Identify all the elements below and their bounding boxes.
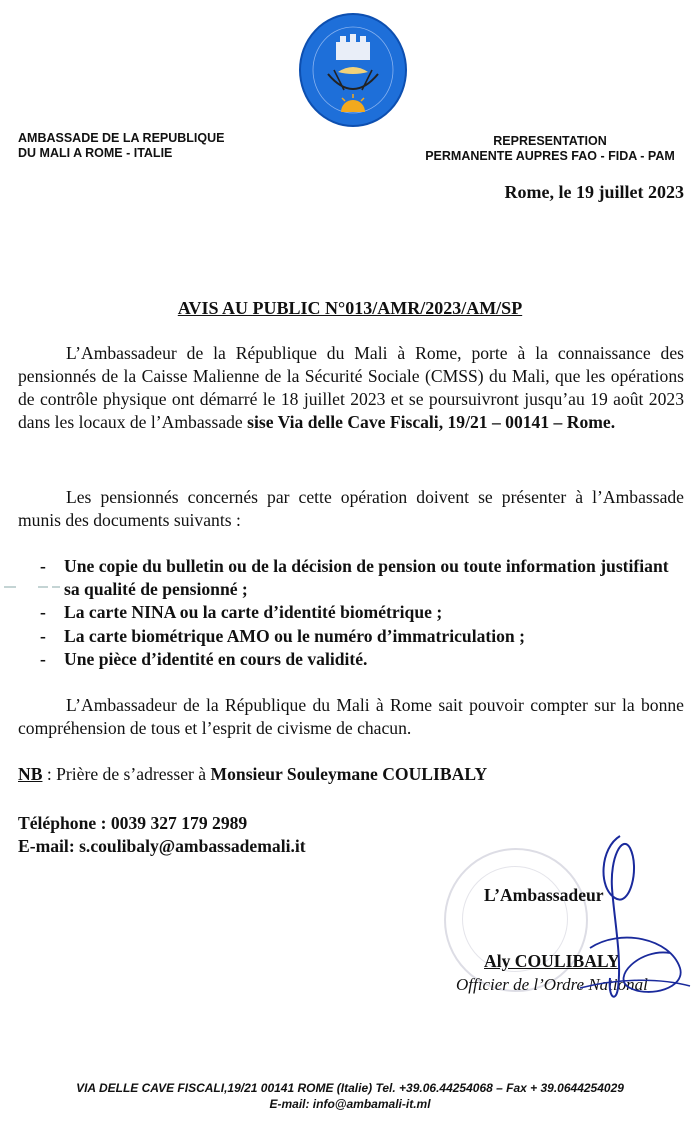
list-item-text: Une copie du bulletin ou de la décision de pension ou toute information justifiant sa qualité de pensionné ; (64, 556, 669, 600)
document-date: Rome, le 19 juillet 2023 (504, 182, 684, 202)
list-item-text: La carte biométrique AMO ou le numéro d’immatriculation ; (64, 625, 525, 646)
list-item (18, 601, 684, 624)
embassy-header-line1: AMBASSADE DE LA REPUBLIQUE (18, 131, 225, 145)
embassy-header-line2: DU MALI A ROME - ITALIE (18, 146, 173, 160)
bullet-marker: - (40, 625, 46, 646)
paragraph-intro-text: L’Ambassadeur de la République du Mali à Rome, porte à la connaissance des pensionnés de la Caisse Malienne de la Sécurité Sociale (CMSS) du Mali, que les opérations de contrôle physique ont démarré le 18 juillet 2023 et se poursuivront jusqu’au 19 août 2023 dans les locaux de l’Ambassade (18, 343, 684, 432)
paragraph-closing-text: L’Ambassadeur de la République du Mali à Rome sait pouvoir compter sur la bonne compréhension de tous et l’esprit de civisme de chacun. (18, 695, 684, 738)
signatory-name: Aly COULIBALY (484, 951, 620, 971)
list-item (18, 648, 684, 671)
contact-phone: Téléphone : 0039 327 179 2989 (18, 813, 248, 833)
list-item (18, 555, 684, 601)
paragraph-documents-intro (18, 486, 684, 532)
paragraph-documents-intro-text: Les pensionnés concernés par cette opération doivent se présenter à l’Ambassade munis des documents suivants : (18, 487, 684, 530)
bullet-marker: - (40, 648, 46, 669)
contact-email: E-mail: s.coulibaly@ambassademali.it (18, 836, 306, 856)
list-item-text: La carte NINA ou la carte d’identité biométrique ; (64, 602, 443, 623)
nb-text: : Prière de s’adresser à (42, 764, 211, 784)
representation-header (420, 134, 680, 164)
footer-email: E-mail: info@ambamali-it.ml (269, 1097, 431, 1111)
nb-contact-name: Monsieur Souleymane COULIBALY (210, 764, 488, 784)
representation-header-line2: PERMANENTE AUPRES FAO - FIDA - PAM (425, 149, 675, 163)
handwritten-signature (560, 828, 700, 1008)
paragraph-intro-address: sise Via delle Cave Fiscali, 19/21 – 00141 – Rome. (247, 412, 616, 432)
paragraph-intro (18, 342, 684, 434)
mali-seal-logo (298, 12, 408, 128)
contact-block (18, 812, 306, 858)
list-item (18, 625, 684, 648)
signatory-role: L’Ambassadeur (484, 885, 604, 905)
notice-title: AVIS AU PUBLIC N°013/AMR/2023/AM/SP (177, 298, 523, 318)
document-list (18, 555, 684, 671)
nb-label: NB (18, 764, 43, 784)
list-item-text: Une pièce d’identité en cours de validité. (64, 648, 368, 669)
footer-address: VIA DELLE CAVE FISCALI,19/21 00141 ROME (Italie) Tel. +39.06.44254068 – Fax + 39.0644254029 (76, 1081, 624, 1095)
bullet-marker: - (40, 556, 46, 576)
embassy-header (18, 131, 225, 161)
signatory-rank: Officier de l’Ordre National (456, 975, 648, 994)
bullet-marker: - (40, 602, 46, 623)
representation-header-line1: REPRESENTATION (493, 134, 607, 148)
paragraph-closing (18, 694, 684, 740)
nb-note (18, 764, 487, 785)
